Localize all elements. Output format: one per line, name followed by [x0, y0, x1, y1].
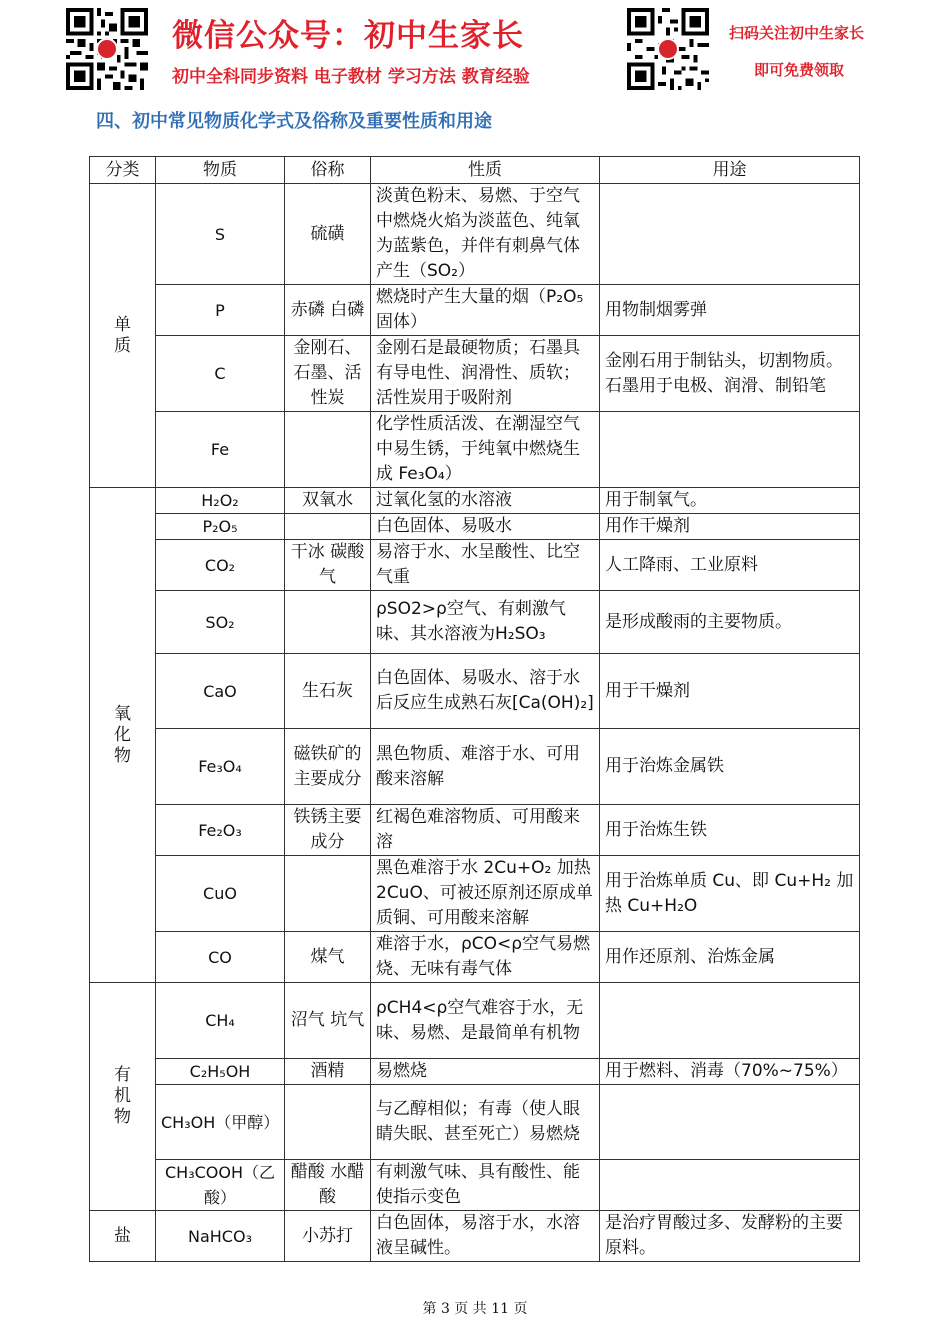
- substance-cell: Fe₂O₃: [156, 805, 285, 856]
- common-name-cell: [285, 591, 371, 654]
- table-row: [90, 514, 860, 540]
- property-cell: 淡黄色粉末、易燃、于空气中燃烧火焰为淡蓝色、纯氧为蓝紫色，并伴有刺鼻气体产生（SO₂）: [371, 184, 600, 285]
- property-cell: 易溶于水、水呈酸性、比空气重: [371, 540, 600, 591]
- use-cell: [600, 1085, 860, 1160]
- property-cell: 红褐色难溶物质、可用酸来溶: [371, 805, 600, 856]
- use-cell: [600, 1160, 860, 1211]
- substance-table: [89, 156, 860, 1262]
- use-cell: 是形成酸雨的主要物质。: [600, 591, 860, 654]
- substance-cell: CO: [156, 932, 285, 983]
- qr-logo-badge: [96, 38, 118, 60]
- header-use: 用途: [600, 157, 860, 184]
- substance-cell: C: [156, 336, 285, 412]
- header-category: 分类: [90, 157, 156, 184]
- property-cell: 白色固体、易吸水、溶于水后反应生成熟石灰[Ca(OH)₂]: [371, 654, 600, 729]
- common-name-cell: 生石灰: [285, 654, 371, 729]
- category-label: 有机物: [114, 1065, 131, 1127]
- common-name-cell: [285, 1085, 371, 1160]
- header-property: 性质: [371, 157, 600, 184]
- use-cell: 金刚石用于制钻头，切割物质。石墨用于电极、润滑、制铅笔: [600, 336, 860, 412]
- property-cell: 白色固体，易溶于水，水溶液呈碱性。: [371, 1211, 600, 1262]
- common-name-cell: 干冰 碳酸气: [285, 540, 371, 591]
- common-name-cell: 赤磷 白磷: [285, 285, 371, 336]
- property-cell: 燃烧时产生大量的烟（P₂O₅固体）: [371, 285, 600, 336]
- common-name-cell: [285, 412, 371, 488]
- substance-cell: CO₂: [156, 540, 285, 591]
- substance-cell: P: [156, 285, 285, 336]
- table-row: [90, 1085, 860, 1160]
- table-row: [90, 184, 860, 285]
- use-cell: 用物制烟雾弹: [600, 285, 860, 336]
- table-row: [90, 591, 860, 654]
- common-name-cell: 煤气: [285, 932, 371, 983]
- scan-prompt-sub: 即可免费领取: [754, 61, 845, 79]
- use-cell: 用于燃料、消毒（70%~75%）: [600, 1059, 860, 1085]
- table-row: [90, 983, 860, 1059]
- substance-cell: CaO: [156, 654, 285, 729]
- header-common-name: 俗称: [285, 157, 371, 184]
- use-cell: [600, 412, 860, 488]
- substance-cell: C₂H₅OH: [156, 1059, 285, 1085]
- category-label: 单质: [114, 314, 131, 356]
- substance-cell: H₂O₂: [156, 488, 285, 514]
- use-cell: 用作干燥剂: [600, 514, 860, 540]
- property-cell: 化学性质活泼、在潮湿空气中易生锈，于纯氧中燃烧生成 Fe₃O₄）: [371, 412, 600, 488]
- category-label: 盐: [114, 1225, 131, 1246]
- common-name-cell: 硫磺: [285, 184, 371, 285]
- substance-cell: NaHCO₃: [156, 1211, 285, 1262]
- property-cell: 过氧化氢的水溶液: [371, 488, 600, 514]
- substance-cell: P₂O₅: [156, 514, 285, 540]
- property-cell: 与乙醇相似；有毒（使人眼睛失眠、甚至死亡）易燃烧: [371, 1085, 600, 1160]
- use-cell: 人工降雨、工业原料: [600, 540, 860, 591]
- substance-cell: Fe: [156, 412, 285, 488]
- use-cell: 用于干燥剂: [600, 654, 860, 729]
- page-number: 第 3 页 共 11 页: [422, 1301, 528, 1317]
- table-header-row: [90, 157, 860, 184]
- common-name-cell: [285, 856, 371, 932]
- table-row: [90, 856, 860, 932]
- property-cell: 易燃烧: [371, 1059, 600, 1085]
- common-name-cell: 磁铁矿的主要成分: [285, 729, 371, 805]
- common-name-cell: 铁锈主要成分: [285, 805, 371, 856]
- header-substance: 物质: [156, 157, 285, 184]
- table-row: [90, 412, 860, 488]
- category-cell: [90, 1211, 156, 1262]
- property-cell: 难溶于水，ρCO<ρ空气易燃烧、无味有毒气体: [371, 932, 600, 983]
- common-name-cell: 小苏打: [285, 1211, 371, 1262]
- use-cell: 用于治炼单质 Cu、即 Cu+H₂ 加热 Cu+H₂O: [600, 856, 860, 932]
- property-cell: 白色固体、易吸水: [371, 514, 600, 540]
- table-row: [90, 285, 860, 336]
- substance-cell: CH₃COOH（乙酸）: [156, 1160, 285, 1211]
- section-heading: 四、初中常见物质化学式及俗称及重要性质和用途: [96, 111, 492, 132]
- use-cell: 是治疗胃酸过多、发酵粉的主要原料。: [600, 1211, 860, 1262]
- common-name-cell: 酒精: [285, 1059, 371, 1085]
- substance-cell: CuO: [156, 856, 285, 932]
- table-row: [90, 488, 860, 514]
- category-label: 氧化物: [114, 703, 131, 766]
- category-cell: [90, 184, 156, 488]
- table-row: [90, 1059, 860, 1085]
- qr-logo-badge: [657, 38, 679, 60]
- table-row: [90, 729, 860, 805]
- property-cell: 黑色难溶于水 2Cu+O₂ 加热 2CuO、可被还原剂还原成单质铜、可用酸来溶解: [371, 856, 600, 932]
- substance-cell: CH₄: [156, 983, 285, 1059]
- category-cell: [90, 488, 156, 983]
- table-row: [90, 932, 860, 983]
- common-name-cell: [285, 514, 371, 540]
- brand-subtitle: 初中全科同步资料 电子教材 学习方法 教育经验: [172, 67, 530, 87]
- table-row: [90, 654, 860, 729]
- common-name-cell: 醋酸 水醋酸: [285, 1160, 371, 1211]
- use-cell: 用作还原剂、治炼金属: [600, 932, 860, 983]
- common-name-cell: 金刚石、石墨、活性炭: [285, 336, 371, 412]
- brand-title: 微信公众号：初中生家长: [172, 18, 524, 54]
- common-name-cell: 沼气 坑气: [285, 983, 371, 1059]
- use-cell: 用于治炼生铁: [600, 805, 860, 856]
- use-cell: [600, 983, 860, 1059]
- qr-code-right: [627, 8, 709, 90]
- property-cell: ρCH4<ρ空气难容于水，无味、易燃、是最简单有机物: [371, 983, 600, 1059]
- scan-prompt: 扫码关注初中生家长: [729, 24, 865, 42]
- substance-cell: S: [156, 184, 285, 285]
- substance-cell: CH₃OH（甲醇）: [156, 1085, 285, 1160]
- substance-cell: SO₂: [156, 591, 285, 654]
- table-row: [90, 805, 860, 856]
- use-cell: 用于制氧气。: [600, 488, 860, 514]
- property-cell: 金刚石是最硬物质；石墨具有导电性、润滑性、质软；活性炭用于吸附剂: [371, 336, 600, 412]
- qr-code-left: [66, 8, 148, 90]
- table-row: [90, 336, 860, 412]
- table-row: [90, 1211, 860, 1262]
- property-cell: 黑色物质、难溶于水、可用酸来溶解: [371, 729, 600, 805]
- use-cell: 用于治炼金属铁: [600, 729, 860, 805]
- substance-cell: Fe₃O₄: [156, 729, 285, 805]
- property-cell: 有刺激气味、具有酸性、能使指示变色: [371, 1160, 600, 1211]
- table-row: [90, 540, 860, 591]
- category-cell: [90, 983, 156, 1211]
- table-row: [90, 1160, 860, 1211]
- use-cell: [600, 184, 860, 285]
- common-name-cell: 双氧水: [285, 488, 371, 514]
- property-cell: ρSO2>ρ空气、有刺激气味、其水溶液为H₂SO₃: [371, 591, 600, 654]
